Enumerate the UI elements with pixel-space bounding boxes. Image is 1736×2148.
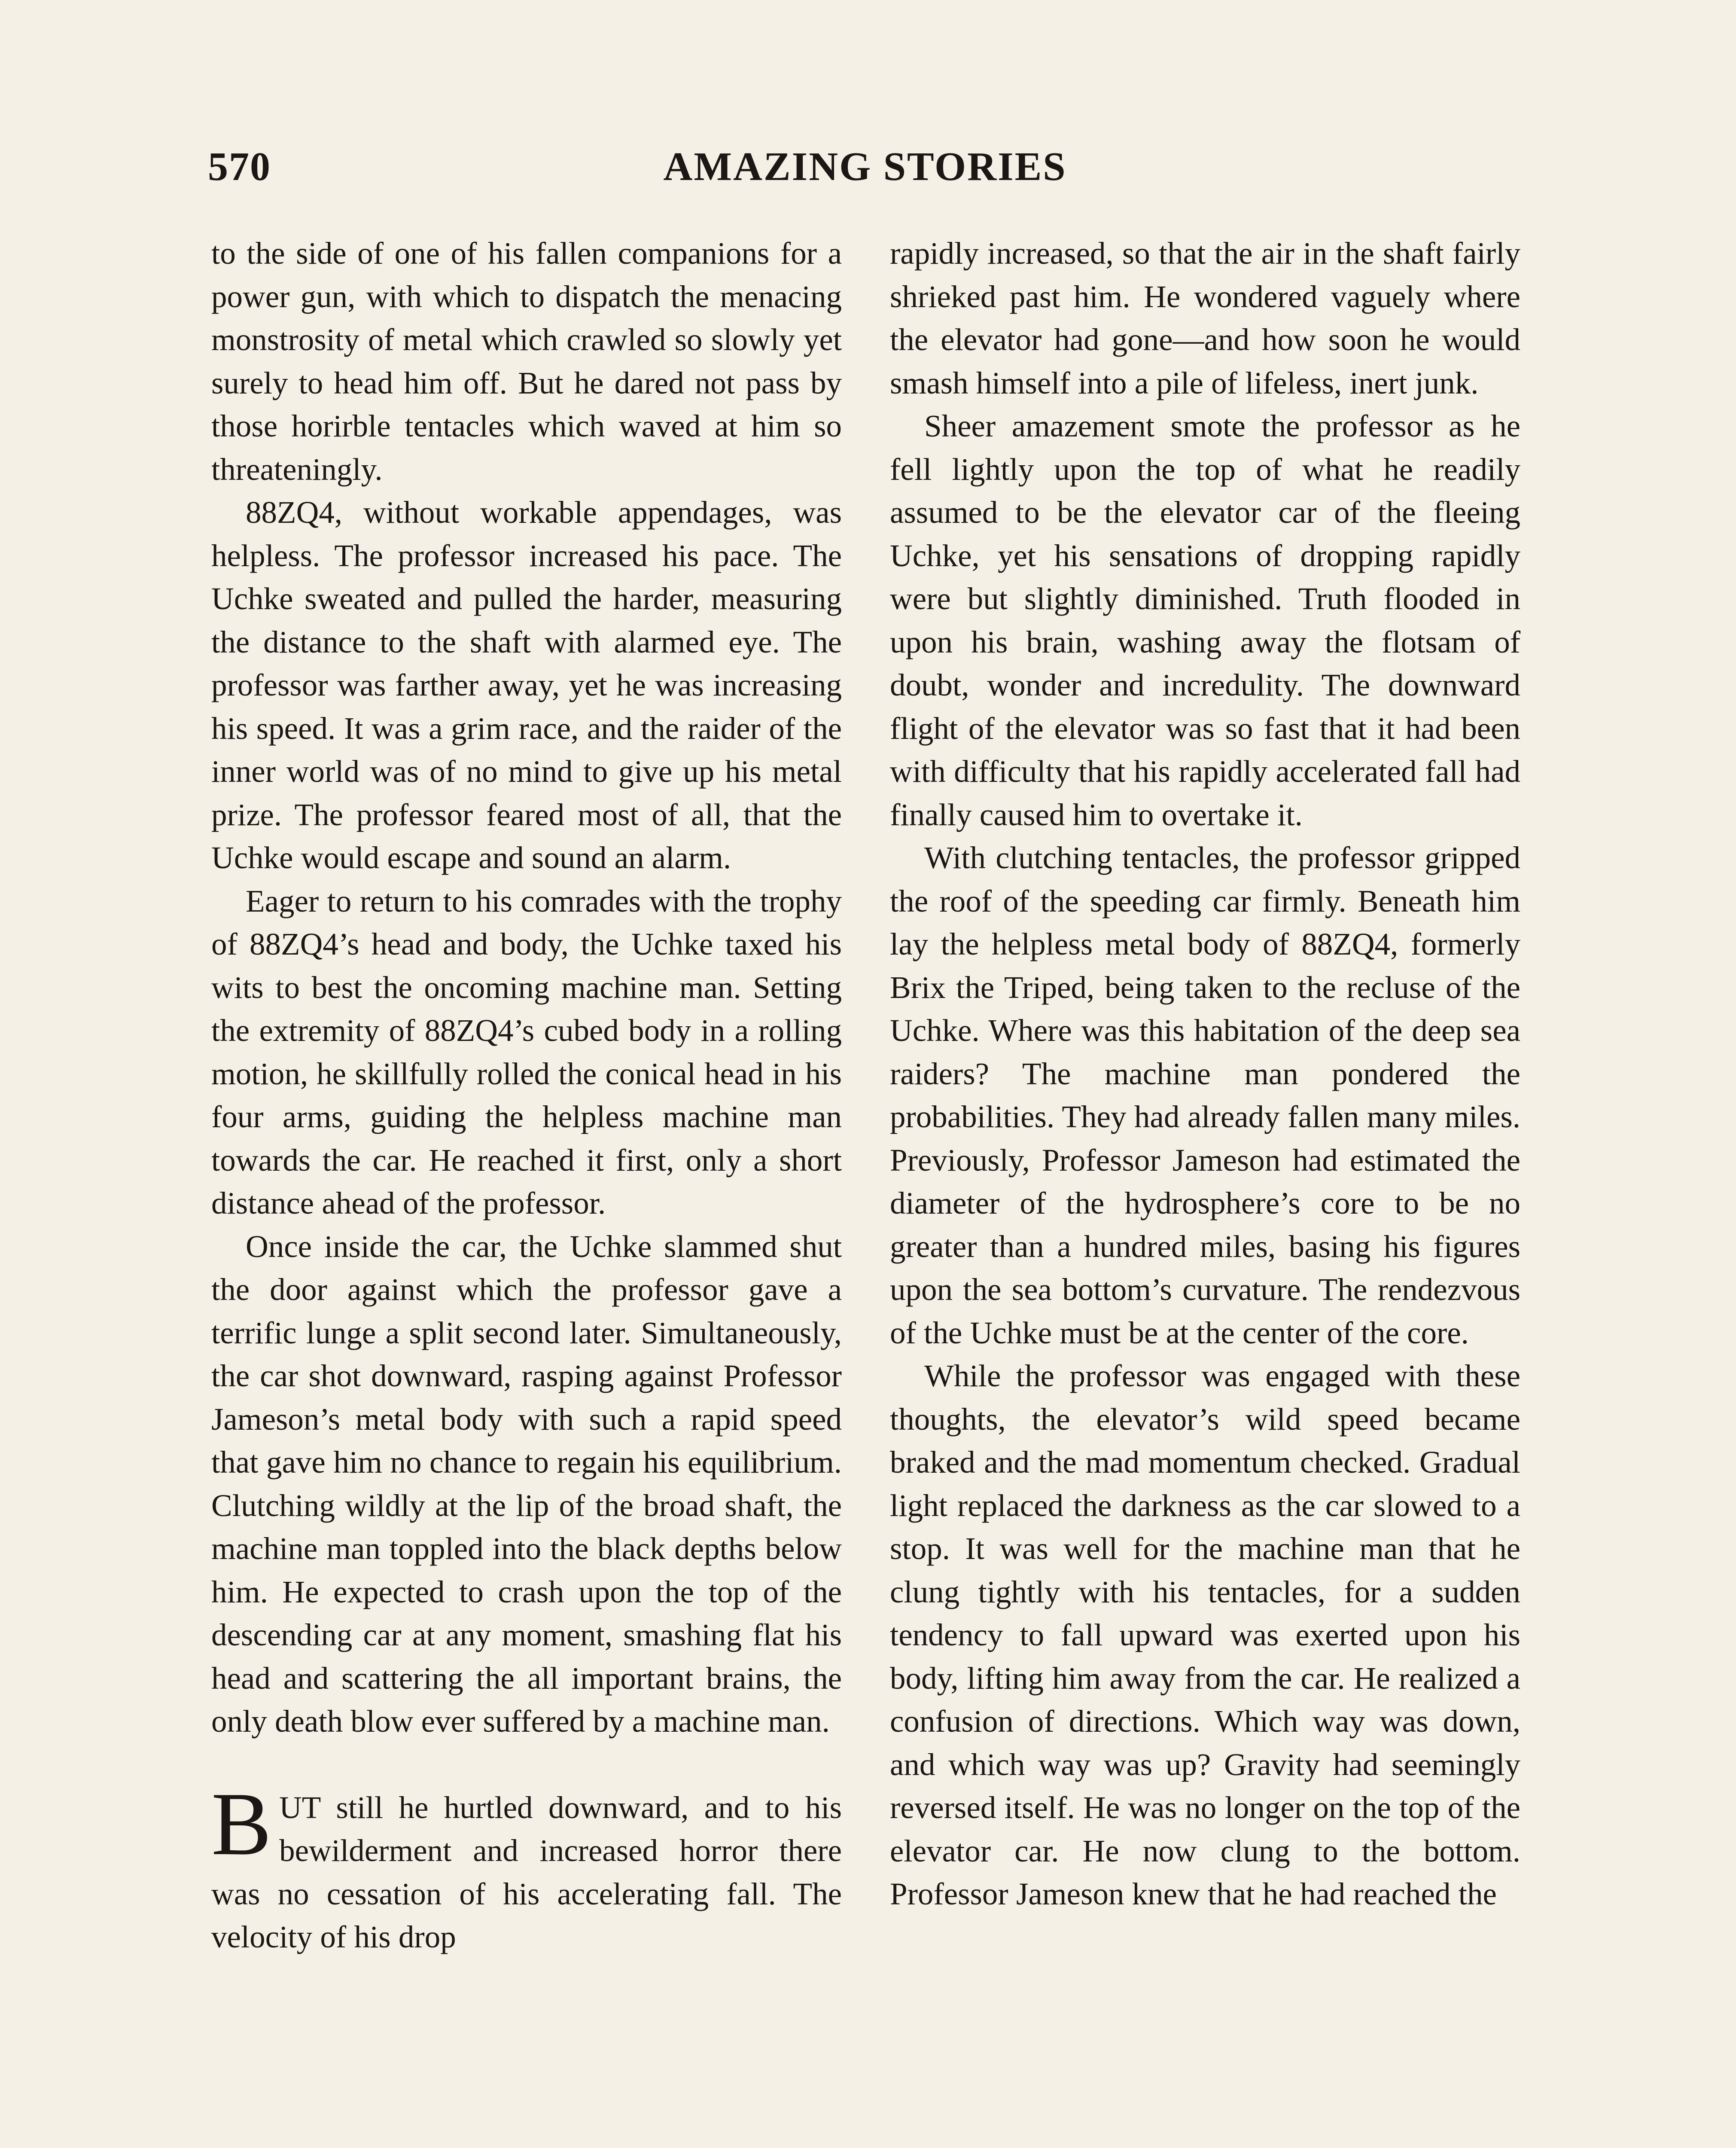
paragraph: rapidly increased, so that the air in the shaft fairly shrieked past him. He wondered vaguely where the elevator had gone—and how soon he would smash himself into a pile of lifeless, inert junk. (890, 236, 1520, 400)
right-column (890, 232, 1520, 2148)
paragraph: Sheer amazement smote the professor as he fell lightly upon the top of what he readily assumed to be the elevator car of the fleeing Uchke, yet his sensations of dropping rapidly were but slightly diminished. Truth flooded in upon his brain, washing away the flotsam of doubt, wonder and incredulity. The downward flight of the elevator was so fast that it had been with difficulty that his rapidly accelerated fall had finally caused him to overtake it. (890, 409, 1520, 832)
paragraph: to the side of one of his fallen companions for a power gun, with which to dispatch the menacing monstrosity of metal which crawled so slowly yet surely to head him off. But he dared not pass by those horirble tentacles which waved at him so threateningly. (211, 236, 842, 487)
section-start-paragraph (211, 1774, 842, 1959)
drop-cap: B (211, 1774, 272, 1874)
left-column (211, 232, 842, 2148)
paragraph: While the professor was engaged with these thoughts, the elevator’s wild speed became braked and the mad momentum checked. Gradual light replaced the darkness as the car slowed to a stop. It was well for the machine man that he clung tightly with his tentacles, for a sudden tendency to fall upward was exerted upon his body, lifting him away from the car. He realized a confusion of directions. Which way was down, and which way was up? Gravity had seemingly reversed itself. He was no longer on the top of the elevator car. He now clung to the bottom. Professor Jameson knew that he had reached the (890, 1358, 1520, 1911)
running-title: AMAZING STORIES (663, 144, 1067, 189)
paragraph: 88ZQ4, without workable appendages, was helpless. The professor increased his pace. The Uchke sweated and pulled the harder, measuring the distance to the shaft with alarmed eye. The professor was farther away, yet he was increasing his speed. It was a grim race, and the raider of the inner world was of no mind to give up his metal prize. The professor feared most of all, that the Uchke would escape and sound an alarm. (211, 495, 842, 875)
page-number: 570 (208, 144, 271, 189)
paragraph: Once inside the car, the Uchke slammed shut the door against which the professor gave a terrific lunge a split second later. Simultaneously, the car shot downward, rasping against Professor Jameson’s metal body with such a rapid speed that gave him no chance to regain his equilibrium. Clutching wildly at the lip of the broad shaft, the machine man toppled into the black depths below him. He expected to crash upon the top of the descending car at any moment, smashing flat his head and scattering the all important brains, the only death blow ever suffered by a machine man. (211, 1229, 842, 1739)
paragraph: Eager to return to his comrades with the trophy of 88ZQ4’s head and body, the Uchke taxed his wits to best the oncoming machine man. Setting the extremity of 88ZQ4’s cubed body in a rolling motion, he skillfully rolled the conical head in his four arms, guiding the helpless machine man towards the car. He reached it first, only a short distance ahead of the professor. (211, 883, 842, 1220)
page-header (208, 137, 1522, 197)
paragraph-text: UT still he hurtled downward, and to his bewilderment and increased horror there was no cessation of his accelerating fall. The velocity of his drop (211, 1790, 842, 1954)
paragraph: With clutching tentacles, the professor gripped the roof of the speeding car firmly. Beneath him lay the helpless metal body of 88ZQ4, formerly Brix the Triped, being taken to the recluse of the Uchke. Where was this habitation of the deep sea raiders? The machine man pondered the probabilities. They had already fallen many miles. Previously, Professor Jameson had estimated the diameter of the hydrosphere’s core to be no greater than a hundred miles, basing his figures upon the sea bottom’s curvature. The rendezvous of the Uchke must be at the center of the core. (890, 840, 1520, 1350)
